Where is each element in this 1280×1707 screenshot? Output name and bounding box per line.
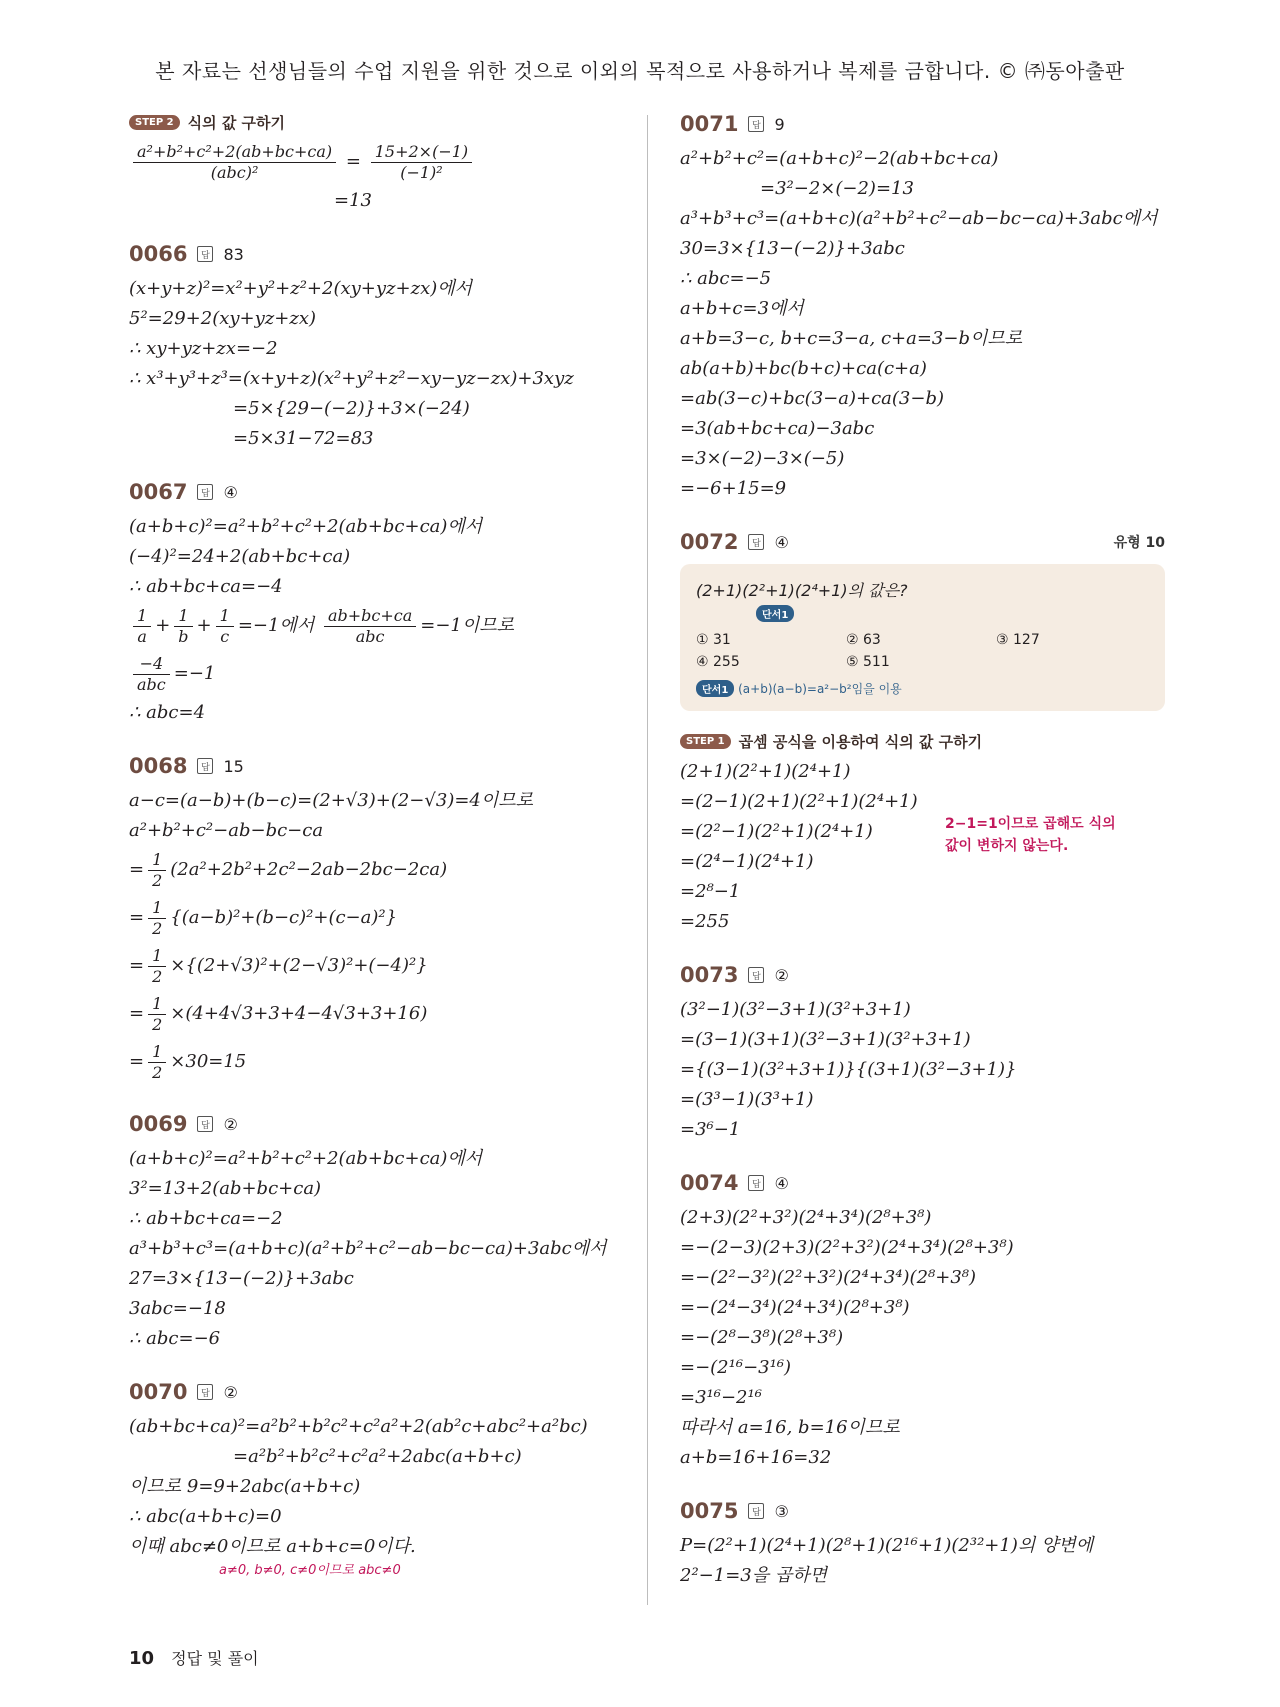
hint-line [696,680,1149,697]
fraction-numerator: a²+b²+c²+2(ab+bc+ca) [133,142,336,163]
math-line: a+b=16+16=32 [680,1447,832,1468]
hint-text: (a+b)(a−b)=a²−b²임을 이용 [738,682,902,696]
answer-icon: 답 [197,246,213,262]
type-tag: 유형 10 [1113,535,1165,551]
fraction-denominator: 2 [152,918,163,938]
step2-fraction-line [129,138,649,186]
math-line: =−(2−3)(2+3)(2²+3²)(2⁴+3⁴)(2⁸+3⁸) [680,1237,1014,1258]
fraction-denominator: 2 [152,966,163,986]
answer-value: ② [223,1382,238,1402]
math-line: (x+y+z)²=x²+y²+z²+2(xy+yz+zx)에서 [129,278,473,299]
math-line: a−c=(a−b)+(b−c)=(2+√3)+(2−√3)=4이므로 [129,790,534,811]
math-line: =−(2¹⁶−3¹⁶) [680,1357,792,1378]
step-badge: STEP 2 [129,115,180,130]
math-line: =2⁸−1 [680,881,741,902]
question-heading-0075 [680,1495,1165,1527]
fraction-numerator: ab+bc+ca [324,606,416,627]
answer-value: 83 [223,244,244,264]
math-text: ×(4+4√3+3+4−4√3+3+16) [170,1003,428,1024]
fraction-denominator: abc [355,626,385,646]
step-badge: STEP 1 [680,734,731,749]
fraction-numerator: −4 [133,654,170,675]
question-heading-0066 [129,238,649,270]
reciprocal-sum-line: $\frac{1}{a}$ + $\frac{1}{b}$ + $\frac{1}{c}$ =−1에서 $\frac{ab+bc+ca}{\text{abc}}$ =−1이므로 [129,602,649,650]
math-line [129,650,649,698]
fraction-denominator: abc [137,674,166,694]
math-line: =3(ab+bc+ca)−3abc [680,418,875,439]
math-text: =−1이므로 [420,615,515,636]
answer-value: 9 [774,114,785,134]
fraction [133,606,151,647]
problem-question: (2+1)(2²+1)(2⁴+1)의 값은? [696,581,908,600]
math-line: =(3−1)(3+1)(3²−3+1)(3²+3+1) [680,1029,971,1050]
step-title: 식의 값 구하기 [187,113,286,132]
answer-icon: 답 [748,116,764,132]
math-line: 30=3×{13−(−2)}+3abc [680,238,905,259]
math-line: 이므로 9=9+2abc(a+b+c) [129,1476,361,1497]
fraction-denominator: b [178,626,189,646]
answer-icon: 답 [197,1384,213,1400]
hint-badge: 단서1 [696,680,734,697]
math-line: =3²−2×(−2)=13 [760,178,914,199]
math-line: =−(2⁸−3⁸)(2⁸+3⁸) [680,1327,844,1348]
choice-item: ④ 255 [696,654,740,670]
math-line: ∴ xy+yz+zx=−2 [129,338,278,359]
math-line: =255 [680,911,730,932]
math-line: ab(a+b)+bc(b+c)+ca(c+a) [680,358,927,379]
question-number: 0072 [680,530,739,554]
math-line: 이때 abc≠0이므로 a+b+c=0이다. [129,1536,416,1557]
question-number: 0071 [680,112,739,136]
question-heading-0074 [680,1167,1165,1199]
math-text: =−1 [173,663,216,684]
math-text: ×{(2+√3)²+(2−√3)²+(−4)²} [170,955,428,976]
footer [129,1646,259,1669]
fraction-denominator: 2 [152,870,163,890]
math-line: =(2²−1)(2²+1)(2⁴+1) [680,821,873,842]
math-line: = $\frac{1}{2}$ {(a−b)²+(b−c)²+(c−a)²} [129,897,398,938]
fraction-half [148,898,166,939]
math-line: 3²=13+2(ab+bc+ca) [129,1178,322,1199]
math-line: a+b+c=3에서 [680,298,804,319]
math-line: =13 [334,190,372,211]
math-line: =(2⁴−1)(2⁴+1) [680,851,814,872]
math-line: ∴ abc=−5 [680,268,772,289]
fraction-numerator: 1 [174,606,192,627]
math-line: =ab(3−c)+bc(3−a)+ca(3−b) [680,388,944,409]
answer-value: 15 [223,756,244,776]
choice-item: ① 31 [696,632,731,648]
question-number: 0073 [680,963,739,987]
answer-icon: 답 [748,967,764,983]
math-line: 5²=29+2(xy+yz+zx) [129,308,317,329]
fraction-numerator: 1 [148,994,166,1015]
math-text: =−1에서 [237,615,315,636]
step-title: 곱셈 공식을 이용하여 식의 값 구하기 [738,732,983,751]
fraction-denominator: (abc)² [210,162,259,182]
math-line: ∴ abc=4 [129,702,206,723]
math-line: = $\frac{1}{2}$ ×(4+4√3+3+4−4√3+3+16) [129,993,428,1034]
question-heading-0070 [129,1376,649,1408]
answer-icon: 답 [748,534,764,550]
math-line: =(3³−1)(3³+1) [680,1089,814,1110]
math-line: (ab+bc+ca)²=a²b²+b²c²+c²a²+2(ab²c+abc²+a²bc) [129,1416,588,1437]
copyright-header: 본 자료는 선생님들의 수업 지원을 위한 것으로 이외의 목적으로 사용하거나 복제를 금합니다. © ㈜동아출판 [155,59,1125,83]
answer-icon: 답 [197,758,213,774]
fraction-numerator: 1 [148,1042,166,1063]
fraction-half [148,1042,166,1083]
question-heading-0072 [680,526,1165,558]
math-line: =−(2²−3²)(2²+3²)(2⁴+3⁴)(2⁸+3⁸) [680,1267,977,1288]
math-text: ×30=15 [170,1051,247,1072]
fraction [133,142,336,183]
step2-heading [129,108,649,136]
answer-icon: 답 [748,1503,764,1519]
question-number: 0070 [129,1380,188,1404]
math-text: {(a−b)²+(b−c)²+(c−a)²} [170,907,398,928]
question-heading-0069 [129,1108,649,1140]
math-line: =5×31−72=83 [233,428,374,449]
footer-title: 정답 및 풀이 [171,1649,259,1668]
step1-heading [680,727,1165,755]
fraction [174,606,192,647]
math-line: =−(2⁴−3⁴)(2⁴+3⁴)(2⁸+3⁸) [680,1297,910,1318]
side-note [945,813,1116,857]
choices [696,632,1149,670]
math-line: 3abc=−18 [129,1298,226,1319]
math-line: ∴ abc=−6 [129,1328,221,1349]
math-line: ∴ x³+y³+z³=(x+y+z)(x²+y²+z²−xy−yz−zx)+3xyz [129,368,574,389]
fraction-numerator: 1 [133,606,151,627]
fraction [133,654,170,695]
annotation-note: a≠0, b≠0, c≠0이므로 abc≠0 [219,1563,401,1578]
math-line: =5×{29−(−2)}+3×(−24) [233,398,470,419]
math-line: =3¹⁶−2¹⁶ [680,1387,762,1408]
question-number: 0075 [680,1499,739,1523]
math-line: =(2−1)(2+1)(2²+1)(2⁴+1) [680,791,918,812]
question-number: 0068 [129,754,188,778]
answer-icon: 답 [748,1175,764,1191]
fraction [216,606,234,647]
fraction-numerator: 1 [148,850,166,871]
answer-icon: 답 [197,484,213,500]
fraction-denominator: a [137,626,147,646]
math-line: a³+b³+c³=(a+b+c)(a²+b²+c²−ab−bc−ca)+3abc에서 [680,208,1158,229]
math-line: 2²−1=3을 곱하면 [680,1565,828,1586]
fraction-denominator: 2 [152,1062,163,1082]
math-line: ∴ ab+bc+ca=−2 [129,1208,283,1229]
math-line: P=(2²+1)(2⁴+1)(2⁸+1)(2¹⁶+1)(2³²+1)의 양변에 [680,1535,1094,1556]
math-line: =3⁶−1 [680,1119,741,1140]
left-column [129,108,649,1580]
math-line: a²+b²+c²=(a+b+c)²−2(ab+bc+ca) [680,148,999,169]
math-line: = $\frac{1}{2}$ ×30=15 [129,1041,247,1082]
fraction-denominator: c [220,626,230,646]
fraction [324,606,416,647]
question-number: 0074 [680,1171,739,1195]
side-note-line: 2−1=1이므로 곱해도 식의 [945,816,1116,832]
fraction-half [148,994,166,1035]
fraction-half [148,946,166,987]
question-number: 0066 [129,242,188,266]
math-line: 27=3×{13−(−2)}+3abc [129,1268,354,1289]
answer-icon: 답 [197,1116,213,1132]
answer-value: ④ [774,1173,789,1193]
math-text: (2a²+2b²+2c²−2ab−2bc−2ca) [170,859,448,880]
math-line: ={(3−1)(3²+3+1)}{(3+1)(3²−3+1)} [680,1059,1017,1080]
math-line: (−4)²=24+2(ab+bc+ca) [129,546,351,567]
math-line: a²+b²+c²−ab−bc−ca [129,820,324,841]
answer-value: ③ [774,1501,789,1521]
fraction-denominator: 2 [152,1014,163,1034]
answer-value: ② [223,1114,238,1134]
math-line: ∴ abc(a+b+c)=0 [129,1506,282,1527]
math-line: 따라서 a=16, b=16이므로 [680,1417,900,1438]
hint-badge: 단서1 [756,605,794,622]
question-number: 0067 [129,480,188,504]
fraction-half [148,850,166,891]
choice-item: ③ 127 [996,632,1040,648]
math-line: ∴ ab+bc+ca=−4 [129,576,283,597]
fraction-numerator: 1 [148,946,166,967]
question-heading-0068 [129,750,649,782]
math-line: =−6+15=9 [680,478,787,499]
math-line: (2+3)(2²+3²)(2⁴+3⁴)(2⁸+3⁸) [680,1207,932,1228]
math-line: = $\frac{1}{2}$ (2a²+2b²+2c²−2ab−2bc−2ca) [129,849,448,890]
answer-value: ② [774,965,789,985]
page-number: 10 [129,1648,155,1669]
answer-value: ④ [774,532,789,552]
math-line: (a+b+c)²=a²+b²+c²+2(ab+bc+ca)에서 [129,516,483,537]
fraction-numerator: 1 [216,606,234,627]
math-line: a+b=3−c, b+c=3−a, c+a=3−b이므로 [680,328,1023,349]
fraction-numerator: 15+2×(−1) [371,142,472,163]
equals-sign: = [345,151,361,172]
math-line: (a+b+c)²=a²+b²+c²+2(ab+bc+ca)에서 [129,1148,483,1169]
math-line: =3×(−2)−3×(−5) [680,448,845,469]
problem-box [680,564,1165,711]
question-heading-0067 [129,476,649,508]
math-line: = $\frac{1}{2}$ ×{(2+√3)²+(2−√3)²+(−4)²} [129,945,428,986]
question-heading-0071 [680,108,1165,140]
fraction-numerator: 1 [148,898,166,919]
fraction [371,142,472,183]
fraction-denominator: (−1)² [400,162,443,182]
answer-value: ④ [223,482,238,502]
math-line: a³+b³+c³=(a+b+c)(a²+b²+c²−ab−bc−ca)+3abc에서 [129,1238,607,1259]
question-heading-0073 [680,959,1165,991]
math-line: =a²b²+b²c²+c²a²+2abc(a+b+c) [233,1446,522,1467]
side-note-line: 값이 변하지 않는다. [945,838,1069,854]
question-number: 0069 [129,1112,188,1136]
math-line: (3²−1)(3²−3+1)(3²+3+1) [680,999,911,1020]
choice-item: ② 63 [846,632,881,648]
math-line: (2+1)(2²+1)(2⁴+1) [680,761,851,782]
choice-item: ⑤ 511 [846,654,890,670]
